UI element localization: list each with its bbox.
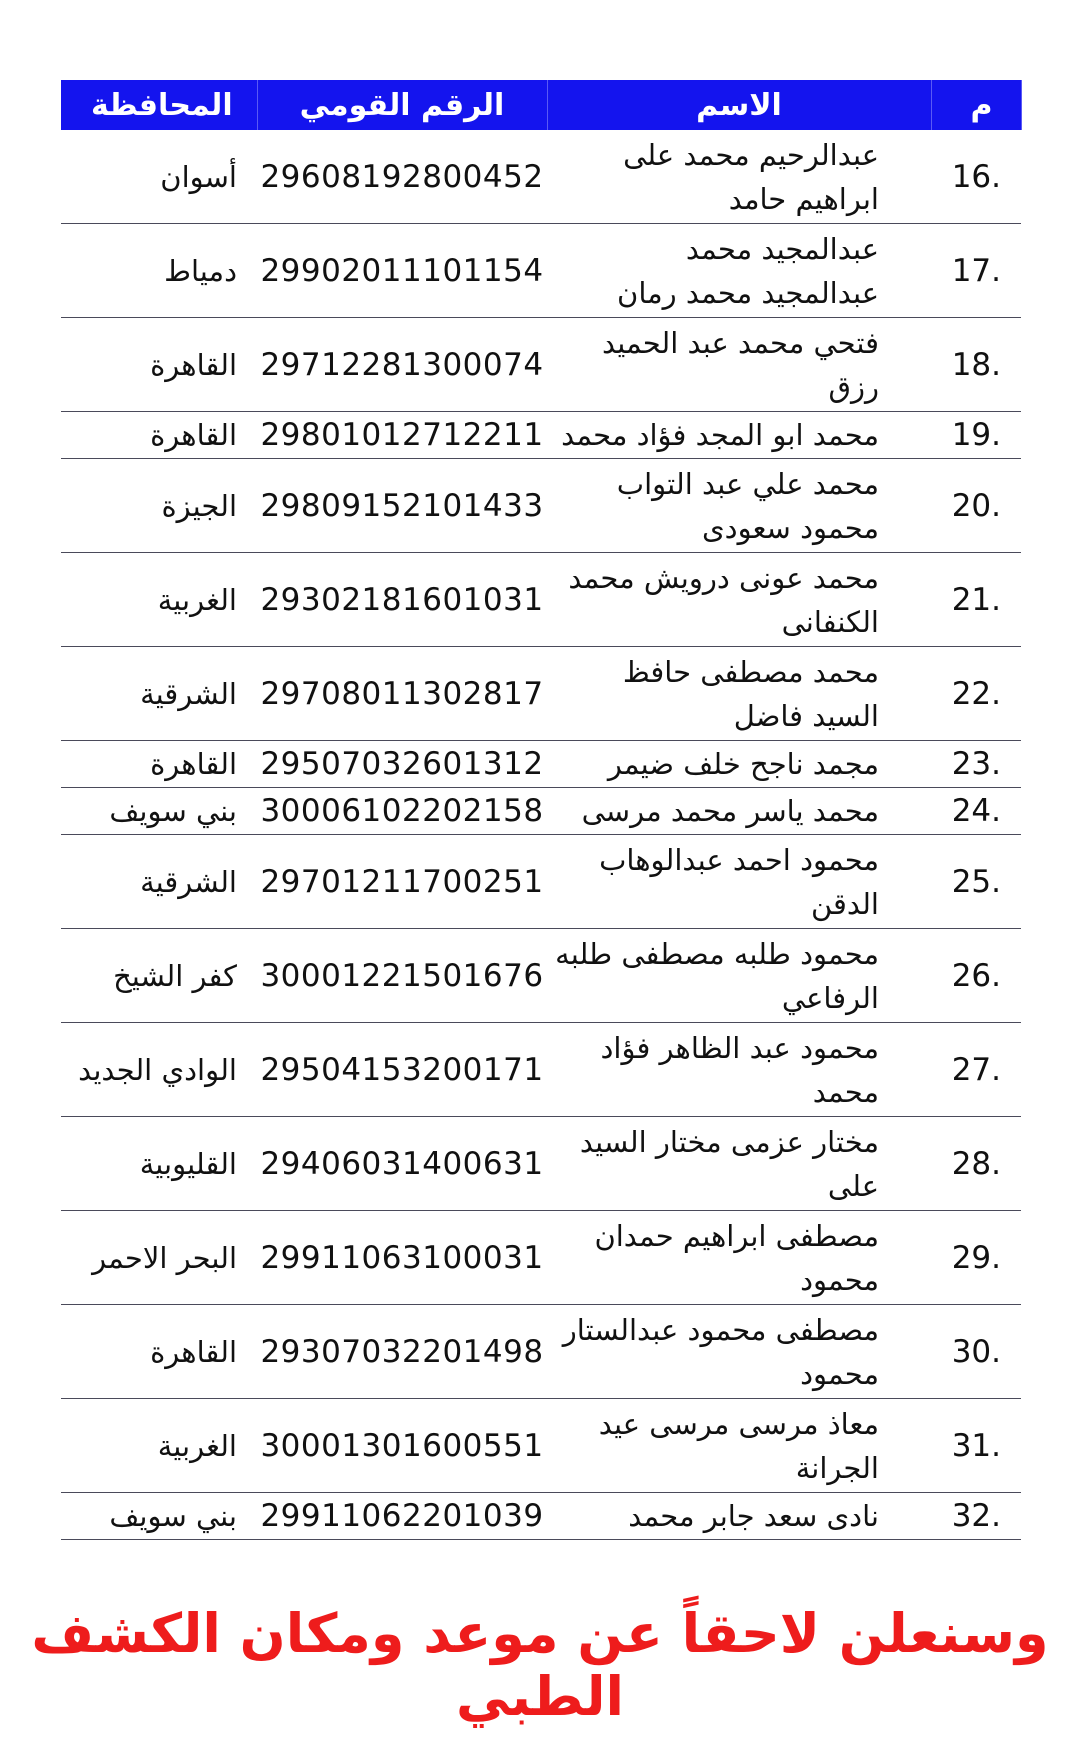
row-national-id: 29507032601312: [257, 741, 547, 788]
table-row: [61, 224, 1021, 318]
name-line: مصطفى ابراهيم حمدان: [594, 1218, 879, 1253]
row-name: [547, 1399, 931, 1493]
table-row: [61, 130, 1021, 224]
row-number: 24.: [931, 788, 1021, 835]
table-row: [61, 459, 1021, 553]
roster-sheet: [61, 80, 1021, 1540]
table-row: [61, 1493, 1021, 1540]
row-name: [547, 741, 931, 788]
row-name: [547, 459, 931, 553]
row-governorate: القاهرة: [61, 412, 257, 459]
row-number: 31.: [931, 1399, 1021, 1493]
table-row: [61, 412, 1021, 459]
footer-announcement: وسنعلن لاحقاً عن موعد ومكان الكشف الطبي: [31, 1602, 1049, 1728]
table-row: [61, 1023, 1021, 1117]
table-row: [61, 929, 1021, 1023]
row-number: 16.: [931, 130, 1021, 224]
name-line: محمود: [800, 1262, 879, 1297]
row-national-id: 29504153200171: [257, 1023, 547, 1117]
row-national-id: 29302181601031: [257, 553, 547, 647]
row-number: 25.: [931, 835, 1021, 929]
row-governorate: القاهرة: [61, 741, 257, 788]
name-line: محمود طلبه مصطفى طلبه: [555, 936, 879, 971]
name-line: محمود عبد الظاهر فؤاد: [600, 1030, 879, 1065]
row-governorate: الجيزة: [61, 459, 257, 553]
table-body: [61, 130, 1021, 1540]
row-national-id: 29911062201039: [257, 1493, 547, 1540]
row-national-id: 29406031400631: [257, 1117, 547, 1211]
name-line: الكنفانى: [781, 604, 879, 639]
row-name: [547, 1117, 931, 1211]
name-line: محمد مصطفى حافظ: [622, 654, 879, 689]
name-line: محمود احمد عبدالوهاب: [599, 842, 879, 877]
row-number: 22.: [931, 647, 1021, 741]
row-governorate: القليوبية: [61, 1117, 257, 1211]
row-governorate: بني سويف: [61, 1493, 257, 1540]
header-name: الاسم: [547, 80, 931, 130]
row-governorate: الغربية: [61, 553, 257, 647]
row-name: [547, 224, 931, 318]
name-line: محمود سعودى: [701, 510, 879, 545]
name-line: مجمد ناجح خلف ضيمر: [607, 747, 879, 781]
name-line: محمد: [812, 1074, 879, 1109]
candidates-table: [61, 80, 1022, 1540]
row-national-id: 29801012712211: [257, 412, 547, 459]
table-row: [61, 1399, 1021, 1493]
row-governorate: الغربية: [61, 1399, 257, 1493]
row-governorate: دمياط: [61, 224, 257, 318]
row-national-id: 29911063100031: [257, 1211, 547, 1305]
row-name: [547, 1305, 931, 1399]
table-row: [61, 553, 1021, 647]
row-national-id: 29902011101154: [257, 224, 547, 318]
name-line: عبدالمجيد محمد رمان: [617, 275, 879, 310]
row-name: [547, 1211, 931, 1305]
row-name: [547, 1023, 931, 1117]
row-number: 29.: [931, 1211, 1021, 1305]
name-line: رزق: [828, 369, 879, 404]
name-line: محمد ياسر محمد مرسى: [581, 794, 879, 828]
name-line: محمد علي عبد التواب: [616, 466, 879, 501]
row-number: 32.: [931, 1493, 1021, 1540]
row-national-id: 29701211700251: [257, 835, 547, 929]
name-line: مختار عزمى مختار السيد: [579, 1124, 879, 1159]
name-line: الجرانة: [795, 1450, 879, 1485]
row-number: 18.: [931, 318, 1021, 412]
table-header: [61, 80, 1021, 130]
row-governorate: البحر الاحمر: [61, 1211, 257, 1305]
name-line: ابراهيم حامد: [728, 181, 879, 216]
name-line: محمد عونى درويش محمد: [568, 560, 879, 595]
row-number: 28.: [931, 1117, 1021, 1211]
row-governorate: بني سويف: [61, 788, 257, 835]
row-governorate: الوادي الجديد: [61, 1023, 257, 1117]
header-governorate: المحافظة: [61, 80, 257, 130]
row-number: 19.: [931, 412, 1021, 459]
row-number: 23.: [931, 741, 1021, 788]
row-governorate: الشرقية: [61, 647, 257, 741]
row-national-id: 30006102202158: [257, 788, 547, 835]
name-line: مصطفى محمود عبدالستار: [562, 1312, 879, 1347]
row-governorate: القاهرة: [61, 1305, 257, 1399]
name-line: نادى سعد جابر محمد: [628, 1499, 879, 1533]
table-row: [61, 318, 1021, 412]
row-national-id: 29307032201498: [257, 1305, 547, 1399]
name-line: السيد فاضل: [733, 698, 879, 733]
row-number: 26.: [931, 929, 1021, 1023]
row-name: [547, 130, 931, 224]
row-name: [547, 412, 931, 459]
table-row: [61, 788, 1021, 835]
row-name: [547, 647, 931, 741]
row-national-id: 30001301600551: [257, 1399, 547, 1493]
name-line: محمد ابو المجد فؤاد محمد: [561, 418, 879, 452]
table-row: [61, 1305, 1021, 1399]
row-national-id: 29608192800452: [257, 130, 547, 224]
row-name: [547, 835, 931, 929]
table-row: [61, 741, 1021, 788]
row-number: 21.: [931, 553, 1021, 647]
row-name: [547, 929, 931, 1023]
header-national-id: الرقم القومي: [257, 80, 547, 130]
row-national-id: 29708011302817: [257, 647, 547, 741]
row-national-id: 29809152101433: [257, 459, 547, 553]
name-line: معاذ مرسى مرسى عيد: [598, 1406, 879, 1441]
row-number: 17.: [931, 224, 1021, 318]
name-line: الرفاعي: [781, 980, 879, 1015]
name-line: الدقن: [810, 886, 879, 921]
row-number: 27.: [931, 1023, 1021, 1117]
row-name: [547, 318, 931, 412]
name-line: عبدالمجيد محمد: [685, 231, 879, 266]
name-line: على: [827, 1168, 879, 1203]
row-governorate: أسوان: [61, 130, 257, 224]
row-governorate: القاهرة: [61, 318, 257, 412]
name-line: فتحي محمد عبد الحميد: [601, 325, 879, 360]
table-row: [61, 1117, 1021, 1211]
row-number: 30.: [931, 1305, 1021, 1399]
table-row: [61, 835, 1021, 929]
name-line: محمود: [800, 1356, 879, 1391]
row-governorate: الشرقية: [61, 835, 257, 929]
table-row: [61, 1211, 1021, 1305]
row-name: [547, 1493, 931, 1540]
row-number: 20.: [931, 459, 1021, 553]
table-row: [61, 647, 1021, 741]
row-governorate: كفر الشيخ: [61, 929, 257, 1023]
row-national-id: 30001221501676: [257, 929, 547, 1023]
name-line: عبدالرحيم محمد على: [623, 137, 879, 172]
row-name: [547, 788, 931, 835]
row-name: [547, 553, 931, 647]
header-num: م: [931, 80, 1021, 130]
row-national-id: 29712281300074: [257, 318, 547, 412]
